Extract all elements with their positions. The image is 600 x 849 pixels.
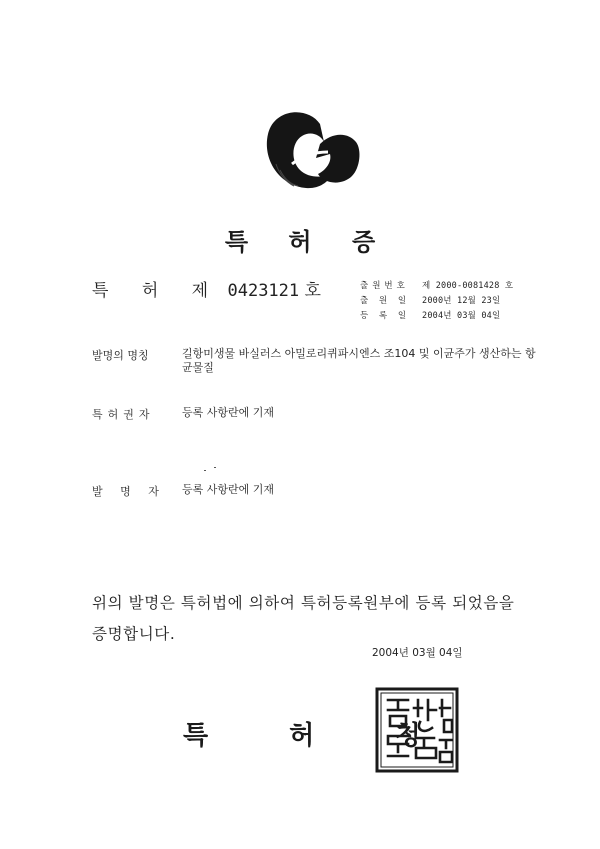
patent-number-value: 0423121 [227,281,300,301]
filing-date-row [360,292,513,307]
issuing-office: 특 허 청 [183,721,457,751]
meta-value: 2004년 03월 04일 [422,310,501,321]
certificate-title: 특 허 증 [224,228,392,256]
emblem-icon [262,104,362,194]
invention-title-value: 길항미생물 바실러스 아밀로리퀴파시엔스 조104 및 이균주가 생산하는 항균물질 [182,347,536,374]
patent-number [92,276,321,301]
inventor-label: 발 명 자 [92,485,166,498]
meta-label: 등 록 일 [360,310,411,321]
patent-number-label: 특 허 제 [92,281,223,301]
patent-number-suffix: 호 [304,281,321,301]
scan-speck [204,470,206,471]
inventor-value: 등록 사항란에 기재 [182,483,275,496]
application-number-row [360,277,513,292]
scan-speck [214,467,216,468]
official-seal-icon [374,686,460,774]
invention-title-label: 발명의 명칭 [92,349,149,362]
certification-statement: 위의 발명은 특허법에 의하여 특허등록원부에 등록 되었음을 증명합니다. [92,594,515,643]
registration-date-row [360,307,513,322]
patentee-label: 특허권자 [92,408,155,421]
issue-date: 2004년 03월 04일 [372,647,463,659]
meta-label: 출 원 일 [360,295,411,306]
application-info [360,277,513,322]
meta-value: 제 2000-0081428 호 [422,280,514,291]
meta-label: 출원번호 [360,280,409,291]
patentee-value: 등록 사항란에 기재 [182,406,275,419]
meta-value: 2000년 12월 23일 [422,295,501,306]
